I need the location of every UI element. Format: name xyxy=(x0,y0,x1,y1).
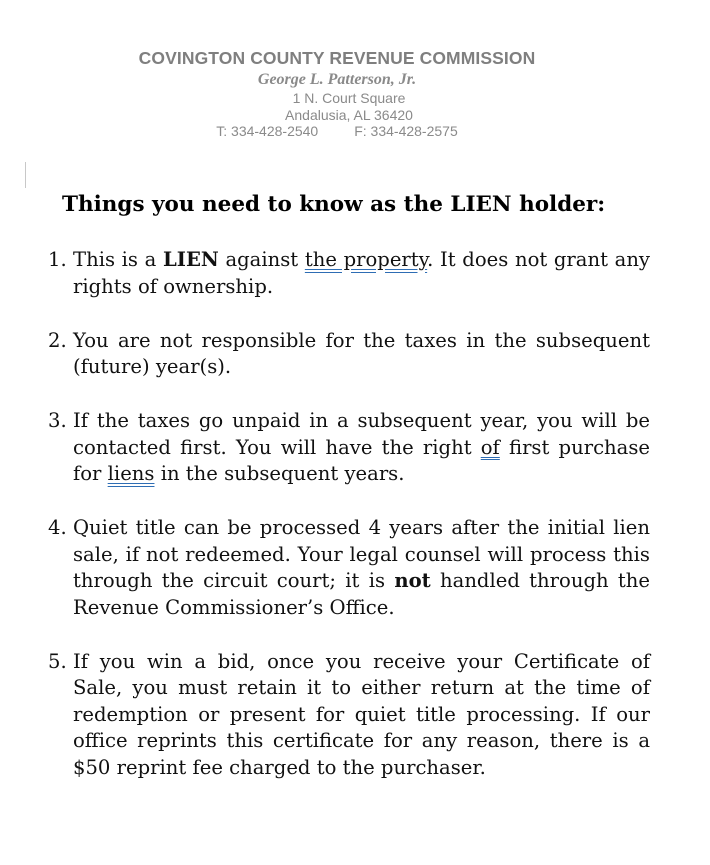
list-item xyxy=(48,515,650,621)
list-item-number: 4. xyxy=(48,516,67,539)
address-line-2: Andalusia, AL 36420 xyxy=(285,106,413,123)
fax-number: F: 334-428-2575 xyxy=(354,123,458,139)
list-item-number: 3. xyxy=(48,409,67,432)
letterhead xyxy=(0,48,674,140)
contact-line xyxy=(0,123,674,140)
list-item xyxy=(48,328,650,381)
list-item xyxy=(48,247,650,300)
item-text: This is a xyxy=(73,248,163,271)
organization-name: COVINGTON COUNTY REVENUE COMMISSION xyxy=(138,48,536,68)
phone-number: T: 334-428-2540 xyxy=(216,123,319,139)
list-item xyxy=(48,649,650,782)
item-text: If the taxes go unpaid in a subsequent year, you will be contacted first. You will have the right xyxy=(73,409,650,459)
list-item-number: 5. xyxy=(48,649,67,673)
address-line-1: 1 N. Court Square xyxy=(292,90,406,106)
item-text: first purchase for xyxy=(73,435,650,485)
item-text: . It does not grant any rights of ownership. xyxy=(73,248,651,298)
item-text: handled through the Revenue Commissioner’s Office. xyxy=(73,569,650,619)
list-item-number: 1. xyxy=(48,248,67,271)
item-text: against xyxy=(218,248,305,271)
item-bold-text: not xyxy=(394,569,431,592)
page-heading: Things you need to know as the LIEN holder: xyxy=(62,192,606,217)
lien-info-list xyxy=(48,247,650,809)
item-bold-text: LIEN xyxy=(163,248,219,271)
item-underlined-text: of xyxy=(480,435,500,459)
item-text: If you win a bid, once you receive your Certificate of Sale, you must retain it to either return at the time of redemption or present for quiet title processing. If our office reprints this certificate for any reason, there is a $50 reprint fee charged to the purchaser. xyxy=(73,649,650,779)
item-text: Quiet title can be processed 4 years after the initial lien sale, if not redeemed. Your legal counsel will process this through the circuit court; it is xyxy=(73,516,650,592)
commissioner-name: George L. Patterson, Jr. xyxy=(257,71,417,88)
text-cursor-marker xyxy=(25,162,26,188)
list-item xyxy=(48,408,650,488)
item-text: in the subsequent years. xyxy=(154,462,405,485)
item-underlined-text: liens xyxy=(107,462,155,485)
item-text: You are not responsible for the taxes in the subsequent (future) year(s). xyxy=(73,328,650,378)
item-underlined-text: the property xyxy=(304,248,428,271)
list-item-number: 2. xyxy=(48,328,67,352)
